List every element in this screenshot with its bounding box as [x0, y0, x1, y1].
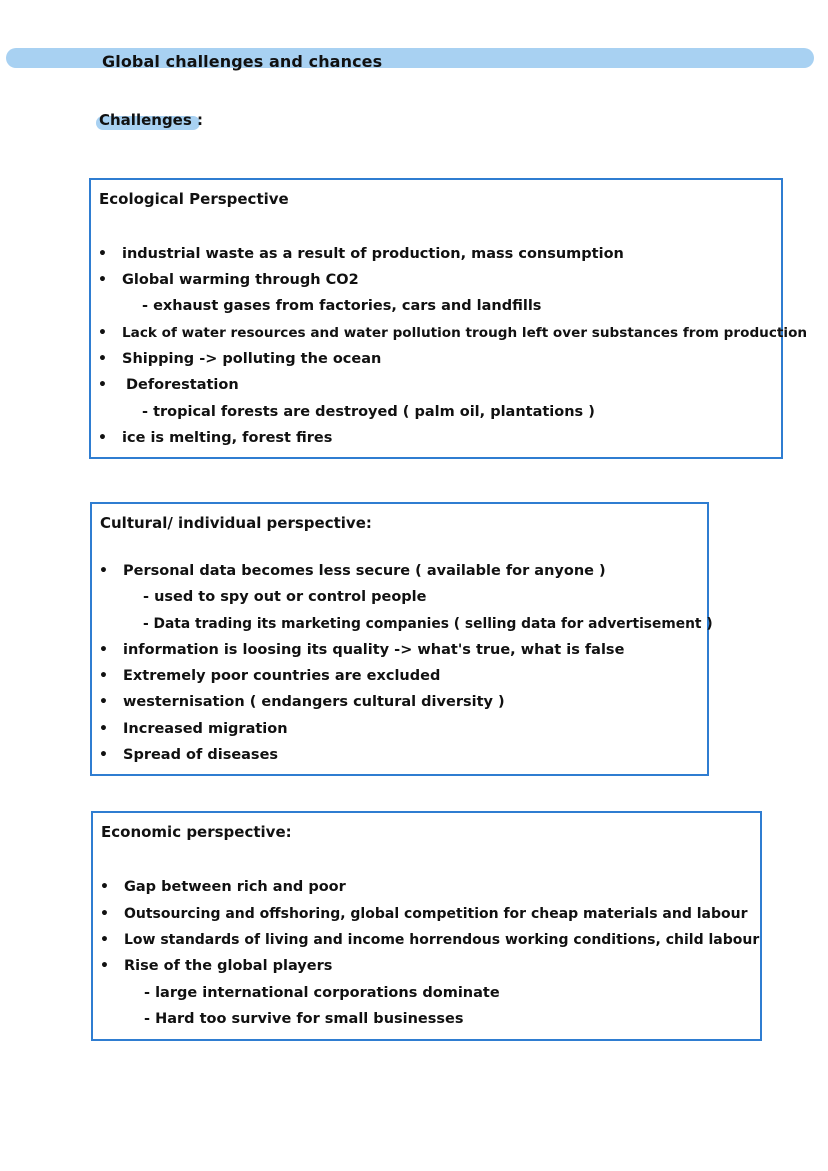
bullet-icon: •	[100, 906, 109, 922]
bullet-icon: •	[98, 272, 107, 288]
bullet-icon: •	[98, 246, 107, 262]
bullet-icon: •	[98, 430, 107, 446]
bullet-icon: •	[99, 721, 108, 737]
economic-perspective-heading: Economic perspective:	[101, 823, 292, 841]
page-title: Global challenges and chances	[102, 52, 383, 71]
bullet-icon: •	[99, 642, 108, 658]
bullet-icon: •	[99, 668, 108, 684]
bullet-icon: •	[98, 325, 107, 341]
bullet-icon: •	[98, 351, 107, 367]
bullet-icon: •	[98, 377, 107, 393]
bullet-icon: •	[99, 563, 108, 579]
ecological-perspective-box: Ecological Perspective • industrial waste as a result of production, mass consumption • Global warming through CO2 - exhaust gases from factories, cars and landfills • Lack of water resources and water pollution trough left over substances from production • Shipping -> polluting the ocean • Deforestation - tropical forests are destroyed ( palm oil, plantations ) • ice is melting, forest fires	[89, 178, 783, 459]
cultural-perspective-heading: Cultural/ individual perspective:	[100, 514, 372, 532]
economic-perspective-box: Economic perspective: • Gap between rich and poor • Outsourcing and offshoring, global competition for cheap materials and labour • Low standards of living and income horrendous working conditions, child labour • Rise of the global players - large international corporations dominate - Hard too survive for small businesses	[91, 811, 762, 1041]
bullet-icon: •	[100, 958, 109, 974]
bullet-icon: •	[100, 932, 109, 948]
cultural-perspective-box: Cultural/ individual perspective: • Personal data becomes less secure ( available for anyone ) - used to spy out or control people - Data trading its marketing companies ( selling data for advertisement ) • information is loosing its quality -> what's true, what is false • Extremely poor countries are excluded • westernisation ( endangers cultural diversity ) • Increased migration • Spread of diseases	[90, 502, 709, 776]
bullet-icon: •	[99, 694, 108, 710]
section-subtitle: Challenges :	[99, 111, 204, 129]
bullet-icon: •	[99, 747, 108, 763]
ecological-perspective-heading: Ecological Perspective	[99, 190, 289, 208]
bullet-icon: •	[100, 879, 109, 895]
